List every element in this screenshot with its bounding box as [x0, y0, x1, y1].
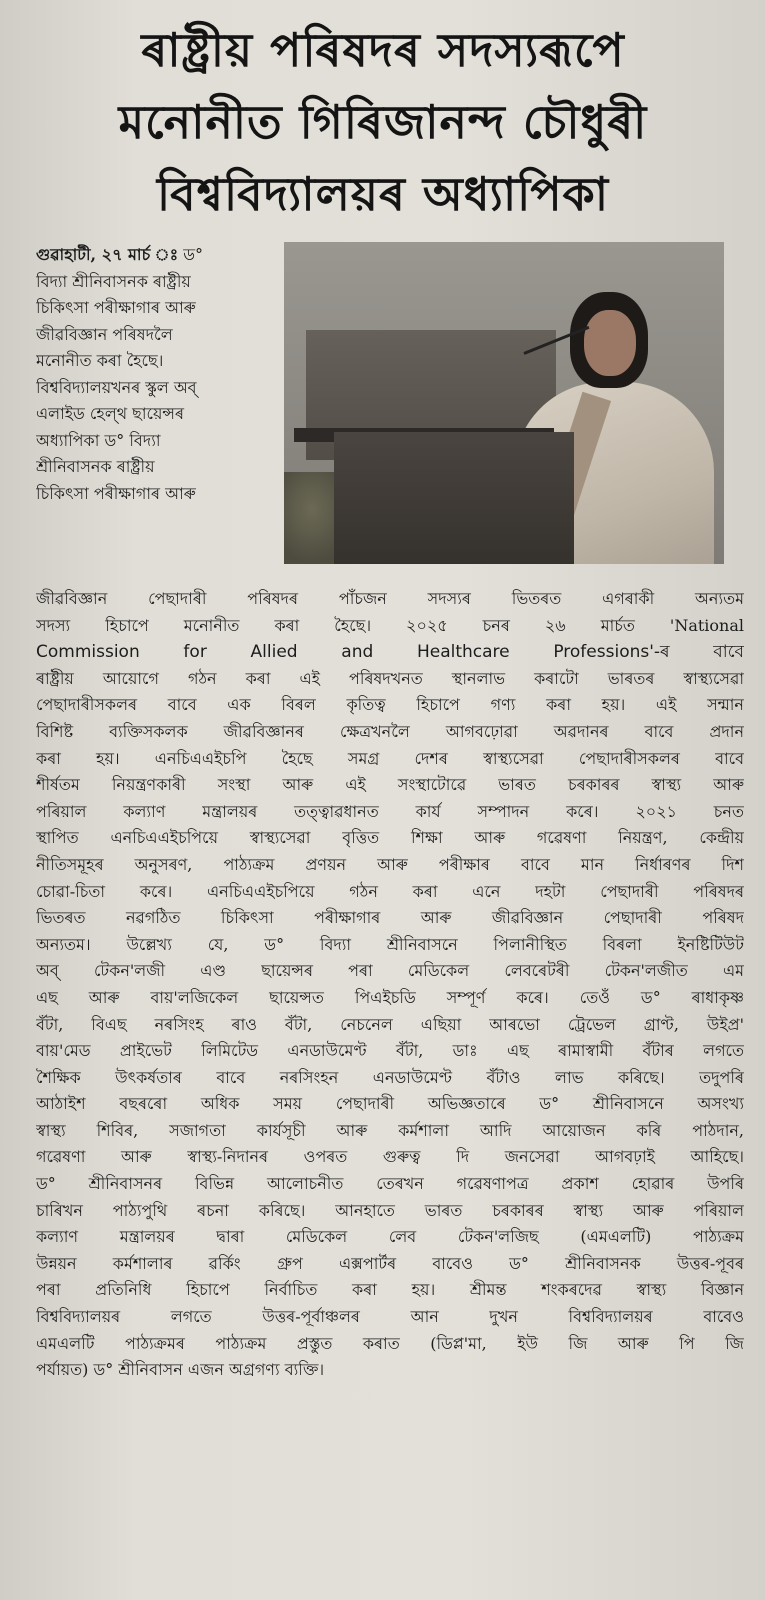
body-line: ড° শ্ৰীনিবাসনৰ বিভিন্ন আলোচনীত তেৰখন গৱেষণাপত্ৰ প্ৰকাশ হোৱাৰ উপৰি	[36, 1174, 744, 1194]
lead-line: শ্ৰীনিবাসনক ৰাষ্ট্ৰীয়	[36, 457, 155, 476]
headline-line-2: মনোনীত গিৰিজানন্দ চৌধুৰী	[118, 95, 648, 149]
body-line: পৰিয়াল কল্যাণ মন্ত্ৰালয়ৰ তত্ত্বাৱধানত কাৰ্য সম্পাদন কৰে। ২০২১ চনত	[36, 801, 744, 821]
body-line: স্থাপিত এনচিএএইচপিয়ে স্বাস্থ্যসেৱা বৃত্তিত শিক্ষা আৰু গৱেষণা নিয়ন্ত্ৰণ, কেন্দ্ৰীয়	[36, 828, 744, 848]
lead-line: জীৱবিজ্ঞান পৰিষদলৈ	[36, 324, 173, 344]
lead-line: চিকিৎসা পৰীক্ষাগাৰ আৰু	[36, 483, 196, 503]
lead-line: এলাইড হেল্থ ছায়েন্সৰ	[36, 404, 184, 423]
article-body	[36, 586, 744, 1384]
body-line: এমএলটি পাঠ্যক্ৰমৰ পাঠ্যক্ৰম প্ৰস্তুত কৰাত (ডিপ্ল'মা, ইউ জি আৰু পি জি	[36, 1333, 744, 1353]
lead-line: চিকিৎসা পৰীক্ষাগাৰ আৰু	[36, 298, 196, 317]
body-line: গৱেষণা আৰু স্বাস্থ্য-নিদানৰ ওপৰত গুৰুত্ব দি জনসেৱা আগবঢ়াই আহিছে।	[36, 1147, 744, 1167]
body-line: চোৱা-চিতা কৰে। এনচিএএইচপিয়ে গঠন কৰা এনে দহটা পেছাদাৰী পৰিষদৰ	[36, 881, 744, 901]
body-line: পৰা প্ৰতিনিধি হিচাপে নিৰ্বাচিত কৰা হয়। শ্ৰীমন্ত শংকৰদেৱ স্বাস্থ্য বিজ্ঞান	[36, 1280, 744, 1300]
lead-line: অধ্যাপিকা ড° বিদ্যা	[36, 430, 161, 450]
body-line: এছ আৰু বায়'লজিকেল ছায়েন্সত পিএইচডি সম্পূৰ্ণ কৰে। তেওঁ ড° ৰাধাকৃষ্ণ	[36, 987, 744, 1007]
body-line: ৰাষ্ট্ৰীয় আয়োগে গঠন কৰা এই পৰিষদখনত স্থানলাভ কৰাটো ভাৰতৰ স্বাস্থ্যসেৱা	[36, 668, 744, 688]
headline	[18, 14, 748, 230]
body-line: পৰ্যায়ত) ড° শ্ৰীনিবাসন এজন অগ্ৰগণ্য ব্যক্তি।	[36, 1360, 325, 1380]
body-line: চাৰিখন পাঠ্যপুথি ৰচনা কৰিছে। আনহাতে ভাৰত চৰকাৰৰ স্বাস্থ্য আৰু পৰিয়াল	[36, 1200, 744, 1220]
lead-line: বিশ্ববিদ্যালয়খনৰ স্কুল অব্	[36, 377, 197, 397]
body-line: শৈক্ষিক উৎকৰ্ষতাৰ বাবে নৰসিংহন এনডাউমেণ্ট বঁটাও লাভ কৰিছে। তদুপৰি	[36, 1067, 744, 1087]
body-line: অব্ টেকন'লজী এণ্ড ছায়েন্সৰ পৰা মেডিকেল লেবৰেটৰী টেকন'লজীত এম	[36, 961, 744, 981]
body-line: Commission for Allied and Healthcare Professions'-ৰ বাবে	[36, 642, 744, 663]
body-line: বায়'মেড প্ৰাইভেট লিমিটেড এনডাউমেণ্ট বঁটা, ডাঃ এছ ৰামাস্বামী বঁটাৰ লগতে	[36, 1041, 744, 1061]
body-line: জীৱবিজ্ঞান পেছাদাৰী পৰিষদৰ পাঁচজন সদস্যৰ ভিতৰত এগৰাকী অন্যতম	[36, 589, 744, 608]
body-line: ভিতৰত নৱগঠিত চিকিৎসা পৰীক্ষাগাৰ আৰু জীৱবিজ্ঞান পেছাদাৰী পৰিষদ	[36, 908, 744, 928]
lead-line: মনোনীত কৰা হৈছে।	[36, 351, 164, 370]
body-line: বিশ্ববিদ্যালয়ৰ লগতে উত্তৰ-পূৰ্বাঞ্চলৰ আন দুখন বিশ্ববিদ্যালয়ৰ বাবেও	[36, 1307, 744, 1327]
lead-line: ড°	[183, 245, 204, 264]
body-line: কল্যাণ মন্ত্ৰালয়ৰ দ্বাৰা মেডিকেল লেব টেকন'লজিছ (এমএলটি) পাঠ্যক্ৰম	[36, 1227, 744, 1247]
body-line: বঁটা, বিএছ নৰসিংহ ৰাও বঁটা, নেচনেল এছিয়া আৰভো ট্ৰেভেল গ্ৰাণ্ট, উইপ্ৰ'	[36, 1014, 744, 1034]
body-line: নীতিসমূহৰ অনুসৰণ, পাঠ্যক্ৰম প্ৰণয়ন আৰু পৰীক্ষাৰ বাবে মান নিৰ্ধাৰণৰ দিশ	[36, 854, 744, 874]
body-line: পেছাদাৰীসকলৰ বাবে এক বিৰল কৃতিত্ব হিচাপে গণ্য কৰা হয়। এই সন্মান	[36, 695, 744, 715]
body-line: সদস্য হিচাপে মনোনীত কৰা হৈছে। ২০২৫ চনৰ ২৬ মাৰ্চত 'National	[36, 615, 744, 635]
lead-line: বিদ্যা শ্ৰীনিবাসনক ৰাষ্ট্ৰীয়	[36, 271, 191, 291]
body-line: অন্যতম। উল্লেখ্য যে, ড° বিদ্যা শ্ৰীনিবাসনে পিলানীস্থিত বিৰলা ইনষ্টিটিউট	[36, 934, 744, 954]
body-line: কৰা হয়। এনচিএএইচপি হৈছে সমগ্ৰ দেশৰ স্বাস্থ্যসেৱা পেছাদাৰীসকলৰ বাবে	[36, 748, 744, 768]
body-line: শীৰ্ষতম নিয়ন্ত্ৰণকাৰী সংস্থা আৰু এই সংস্থাটোৱে ভাৰত চৰকাৰৰ স্বাস্থ্য আৰু	[36, 775, 744, 795]
lead-paragraph	[36, 242, 274, 507]
podium	[334, 432, 574, 564]
headline-line-3: বিশ্ববিদ্যালয়ৰ অধ্যাপিকা	[156, 167, 610, 221]
headline-line-1: ৰাষ্ট্ৰীয় পৰিষদৰ সদস্যৰূপে	[141, 23, 625, 77]
news-photo	[284, 242, 724, 564]
body-line: আঠাইশ বছৰৰো অধিক সময় পেছাদাৰী অভিজ্ঞতাৰে ড° শ্ৰীনিবাসনে অসংখ্য	[36, 1094, 744, 1114]
body-line: বিশিষ্ট ব্যক্তিসকলক জীৱবিজ্ঞানৰ ক্ষেত্ৰখনলৈ আগবঢ়োৱা অৱদানৰ বাবে প্ৰদান	[36, 721, 744, 741]
body-line: স্বাস্থ্য শিবিৰ, সজাগতা কাৰ্যসূচী আৰু কৰ্মশালা আদি আয়োজন কৰি পাঠদান,	[36, 1120, 744, 1140]
dateline: গুৱাহাটী, ২৭ মাৰ্চ ঃ	[36, 245, 179, 264]
body-line: উন্নয়ন কৰ্মশালাৰ ৱৰ্কিং গ্ৰুপ এক্সপাৰ্টৰ বাবেও ড° শ্ৰীনিবাসনক উত্তৰ-পূবৰ	[36, 1253, 744, 1273]
